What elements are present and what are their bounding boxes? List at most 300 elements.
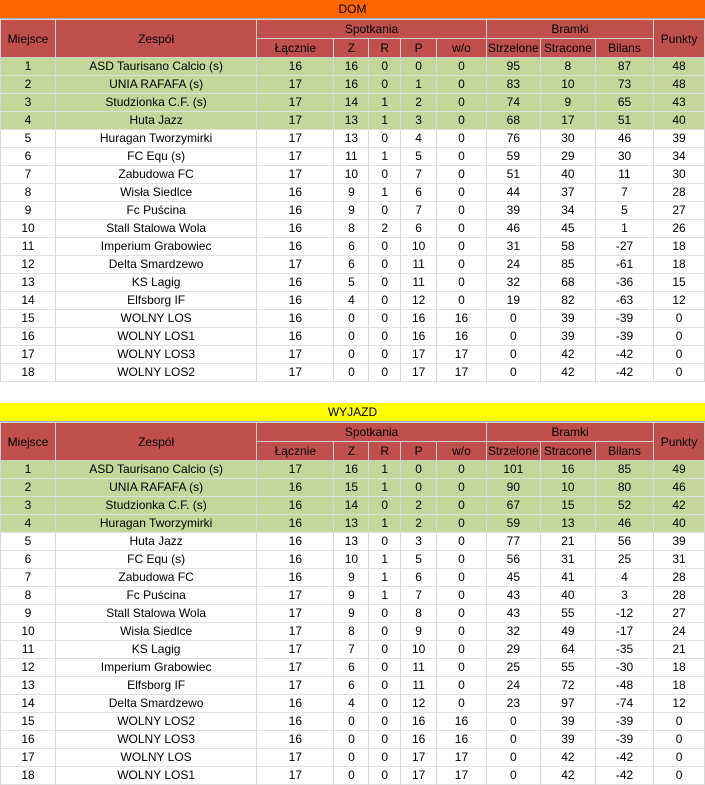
cell-points: 18 (654, 238, 705, 256)
cell-scored: 32 (486, 274, 540, 292)
cell-wins: 4 (334, 695, 369, 713)
cell-conceded: 34 (540, 202, 595, 220)
cell-losses: 0 (401, 461, 437, 479)
table-row (1, 461, 705, 479)
cell-wins: 0 (334, 364, 369, 382)
cell-place: 16 (1, 731, 56, 749)
cell-losses: 0 (401, 479, 437, 497)
table-body (1, 461, 705, 785)
header-balance: Bilans (595, 39, 653, 58)
cell-walkovers: 0 (437, 292, 487, 310)
cell-scored: 51 (486, 166, 540, 184)
header-losses: P (401, 442, 437, 461)
cell-team: Delta Smardzewo (56, 695, 257, 713)
cell-balance: 7 (595, 184, 653, 202)
cell-total: 17 (257, 641, 334, 659)
cell-team: Zabudowa FC (56, 166, 257, 184)
cell-total: 16 (257, 731, 334, 749)
cell-place: 14 (1, 695, 56, 713)
cell-points: 0 (654, 346, 705, 364)
cell-wins: 6 (334, 677, 369, 695)
cell-place: 13 (1, 274, 56, 292)
table-row (1, 58, 705, 76)
cell-scored: 24 (486, 677, 540, 695)
cell-balance: 52 (595, 497, 653, 515)
cell-points: 40 (654, 112, 705, 130)
cell-losses: 7 (401, 166, 437, 184)
cell-balance: 4 (595, 569, 653, 587)
cell-losses: 3 (401, 533, 437, 551)
cell-scored: 0 (486, 328, 540, 346)
cell-losses: 9 (401, 623, 437, 641)
cell-total: 17 (257, 461, 334, 479)
cell-wins: 9 (334, 587, 369, 605)
cell-draws: 1 (369, 569, 401, 587)
cell-walkovers: 0 (437, 256, 487, 274)
cell-wins: 16 (334, 58, 369, 76)
cell-conceded: 30 (540, 130, 595, 148)
header-goals: Bramki (486, 20, 653, 39)
cell-team: Huragan Tworzymirki (56, 130, 257, 148)
cell-draws: 0 (369, 238, 401, 256)
cell-conceded: 58 (540, 238, 595, 256)
cell-conceded: 21 (540, 533, 595, 551)
cell-total: 16 (257, 479, 334, 497)
cell-walkovers: 0 (437, 605, 487, 623)
cell-balance: -36 (595, 274, 653, 292)
cell-losses: 16 (401, 731, 437, 749)
header-goals: Bramki (486, 423, 653, 442)
cell-walkovers: 0 (437, 659, 487, 677)
cell-walkovers: 0 (437, 202, 487, 220)
cell-total: 17 (257, 130, 334, 148)
cell-conceded: 9 (540, 94, 595, 112)
cell-draws: 0 (369, 731, 401, 749)
cell-walkovers: 0 (437, 551, 487, 569)
cell-conceded: 49 (540, 623, 595, 641)
cell-conceded: 85 (540, 256, 595, 274)
cell-team: Stall Stalowa Wola (56, 220, 257, 238)
cell-total: 17 (257, 94, 334, 112)
cell-total: 16 (257, 238, 334, 256)
cell-losses: 7 (401, 202, 437, 220)
cell-conceded: 17 (540, 112, 595, 130)
cell-total: 17 (257, 76, 334, 94)
cell-scored: 43 (486, 605, 540, 623)
cell-balance: -39 (595, 328, 653, 346)
cell-team: WOLNY LOS2 (56, 713, 257, 731)
cell-total: 17 (257, 749, 334, 767)
header-team: Zespół (56, 423, 257, 461)
cell-total: 17 (257, 166, 334, 184)
cell-total: 16 (257, 551, 334, 569)
cell-walkovers: 0 (437, 76, 487, 94)
cell-walkovers: 0 (437, 148, 487, 166)
cell-walkovers: 0 (437, 515, 487, 533)
cell-place: 1 (1, 461, 56, 479)
cell-losses: 11 (401, 256, 437, 274)
cell-points: 18 (654, 677, 705, 695)
cell-balance: 56 (595, 533, 653, 551)
cell-scored: 0 (486, 767, 540, 785)
cell-points: 28 (654, 569, 705, 587)
cell-draws: 0 (369, 166, 401, 184)
cell-scored: 59 (486, 515, 540, 533)
cell-points: 39 (654, 533, 705, 551)
cell-scored: 83 (486, 76, 540, 94)
cell-points: 15 (654, 274, 705, 292)
cell-points: 12 (654, 695, 705, 713)
cell-team: Fc Puścina (56, 202, 257, 220)
cell-balance: 5 (595, 202, 653, 220)
cell-scored: 77 (486, 533, 540, 551)
cell-team: UNIA RAFAFA (s) (56, 479, 257, 497)
cell-points: 0 (654, 767, 705, 785)
table-row (1, 569, 705, 587)
cell-scored: 44 (486, 184, 540, 202)
cell-balance: 87 (595, 58, 653, 76)
cell-draws: 0 (369, 641, 401, 659)
cell-walkovers: 0 (437, 112, 487, 130)
cell-walkovers: 0 (437, 238, 487, 256)
cell-draws: 0 (369, 346, 401, 364)
cell-total: 16 (257, 58, 334, 76)
cell-place: 2 (1, 479, 56, 497)
table-row (1, 767, 705, 785)
cell-scored: 23 (486, 695, 540, 713)
home-section (0, 0, 705, 382)
cell-balance: -35 (595, 641, 653, 659)
cell-draws: 0 (369, 202, 401, 220)
cell-total: 16 (257, 515, 334, 533)
header-draws: R (369, 39, 401, 58)
cell-points: 21 (654, 641, 705, 659)
table-row (1, 184, 705, 202)
cell-balance: -42 (595, 767, 653, 785)
cell-points: 34 (654, 148, 705, 166)
header-points: Punkty (654, 20, 705, 58)
cell-scored: 68 (486, 112, 540, 130)
header-place: Miejsce (1, 20, 56, 58)
table-row (1, 148, 705, 166)
cell-wins: 13 (334, 533, 369, 551)
cell-conceded: 16 (540, 461, 595, 479)
cell-wins: 9 (334, 605, 369, 623)
cell-conceded: 42 (540, 346, 595, 364)
cell-draws: 1 (369, 148, 401, 166)
cell-points: 49 (654, 461, 705, 479)
table-body (1, 58, 705, 382)
cell-wins: 8 (334, 623, 369, 641)
cell-balance: -42 (595, 346, 653, 364)
cell-scored: 0 (486, 364, 540, 382)
cell-total: 16 (257, 695, 334, 713)
cell-conceded: 41 (540, 569, 595, 587)
cell-wins: 13 (334, 515, 369, 533)
cell-team: Studzionka C.F. (s) (56, 497, 257, 515)
cell-conceded: 37 (540, 184, 595, 202)
cell-total: 17 (257, 767, 334, 785)
cell-draws: 1 (369, 587, 401, 605)
cell-draws: 1 (369, 184, 401, 202)
cell-balance: -74 (595, 695, 653, 713)
header-row-top (1, 20, 705, 39)
cell-losses: 16 (401, 328, 437, 346)
cell-points: 18 (654, 659, 705, 677)
standings-table (0, 422, 705, 785)
cell-walkovers: 16 (437, 310, 487, 328)
cell-wins: 0 (334, 713, 369, 731)
cell-walkovers: 0 (437, 695, 487, 713)
cell-draws: 0 (369, 695, 401, 713)
cell-draws: 0 (369, 497, 401, 515)
cell-conceded: 55 (540, 659, 595, 677)
cell-wins: 0 (334, 731, 369, 749)
table-row (1, 220, 705, 238)
cell-losses: 11 (401, 274, 437, 292)
header-balance: Bilans (595, 442, 653, 461)
cell-scored: 46 (486, 220, 540, 238)
cell-conceded: 55 (540, 605, 595, 623)
cell-wins: 11 (334, 148, 369, 166)
cell-balance: 25 (595, 551, 653, 569)
cell-losses: 11 (401, 659, 437, 677)
cell-draws: 1 (369, 551, 401, 569)
cell-team: Studzionka C.F. (s) (56, 94, 257, 112)
header-matches: Spotkania (257, 20, 487, 39)
section-title: DOM (0, 0, 705, 19)
cell-balance: -17 (595, 623, 653, 641)
cell-losses: 7 (401, 587, 437, 605)
cell-conceded: 13 (540, 515, 595, 533)
table-row (1, 94, 705, 112)
cell-place: 6 (1, 551, 56, 569)
cell-place: 11 (1, 641, 56, 659)
cell-losses: 1 (401, 76, 437, 94)
cell-points: 28 (654, 184, 705, 202)
cell-total: 16 (257, 713, 334, 731)
header-row-top (1, 423, 705, 442)
cell-total: 16 (257, 533, 334, 551)
cell-draws: 0 (369, 364, 401, 382)
cell-wins: 6 (334, 659, 369, 677)
cell-conceded: 10 (540, 479, 595, 497)
cell-team: FC Equ (s) (56, 551, 257, 569)
cell-points: 43 (654, 94, 705, 112)
table-row (1, 731, 705, 749)
table-row (1, 695, 705, 713)
cell-balance: -42 (595, 364, 653, 382)
cell-wins: 0 (334, 328, 369, 346)
cell-total: 17 (257, 659, 334, 677)
cell-wins: 8 (334, 220, 369, 238)
cell-place: 18 (1, 767, 56, 785)
cell-points: 27 (654, 605, 705, 623)
cell-scored: 39 (486, 202, 540, 220)
cell-total: 17 (257, 148, 334, 166)
cell-walkovers: 16 (437, 731, 487, 749)
cell-scored: 0 (486, 749, 540, 767)
cell-conceded: 39 (540, 328, 595, 346)
cell-walkovers: 0 (437, 166, 487, 184)
cell-draws: 0 (369, 58, 401, 76)
cell-walkovers: 17 (437, 364, 487, 382)
header-walkovers: w/o (437, 39, 487, 58)
cell-total: 16 (257, 274, 334, 292)
cell-place: 5 (1, 130, 56, 148)
cell-draws: 0 (369, 256, 401, 274)
cell-team: ASD Taurisano Calcio (s) (56, 461, 257, 479)
table-row (1, 274, 705, 292)
table-row (1, 238, 705, 256)
cell-place: 17 (1, 749, 56, 767)
cell-team: Wisła Siedlce (56, 623, 257, 641)
cell-place: 7 (1, 166, 56, 184)
cell-scored: 43 (486, 587, 540, 605)
cell-total: 17 (257, 364, 334, 382)
cell-points: 46 (654, 479, 705, 497)
cell-team: KS Lagig (56, 274, 257, 292)
table-row (1, 587, 705, 605)
cell-total: 17 (257, 346, 334, 364)
section-gap (0, 382, 705, 403)
cell-draws: 1 (369, 461, 401, 479)
cell-walkovers: 16 (437, 328, 487, 346)
cell-points: 42 (654, 497, 705, 515)
cell-balance: -39 (595, 310, 653, 328)
cell-losses: 12 (401, 292, 437, 310)
cell-wins: 0 (334, 346, 369, 364)
table-row (1, 641, 705, 659)
cell-points: 0 (654, 731, 705, 749)
cell-losses: 6 (401, 569, 437, 587)
cell-team: Delta Smardzewo (56, 256, 257, 274)
cell-place: 18 (1, 364, 56, 382)
cell-place: 17 (1, 346, 56, 364)
cell-place: 8 (1, 587, 56, 605)
cell-balance: -63 (595, 292, 653, 310)
cell-conceded: 10 (540, 76, 595, 94)
table-row (1, 533, 705, 551)
cell-place: 9 (1, 202, 56, 220)
table-row (1, 749, 705, 767)
cell-place: 16 (1, 328, 56, 346)
cell-total: 16 (257, 202, 334, 220)
table-row (1, 497, 705, 515)
cell-losses: 6 (401, 220, 437, 238)
cell-walkovers: 0 (437, 641, 487, 659)
cell-wins: 0 (334, 310, 369, 328)
cell-total: 17 (257, 112, 334, 130)
cell-losses: 10 (401, 238, 437, 256)
cell-points: 48 (654, 76, 705, 94)
cell-balance: -61 (595, 256, 653, 274)
header-conceded: Stracone (540, 39, 595, 58)
cell-conceded: 42 (540, 364, 595, 382)
cell-wins: 14 (334, 497, 369, 515)
cell-losses: 6 (401, 184, 437, 202)
cell-scored: 24 (486, 256, 540, 274)
cell-place: 8 (1, 184, 56, 202)
cell-draws: 2 (369, 220, 401, 238)
cell-total: 17 (257, 256, 334, 274)
cell-place: 6 (1, 148, 56, 166)
cell-walkovers: 0 (437, 623, 487, 641)
cell-balance: 30 (595, 148, 653, 166)
cell-losses: 5 (401, 148, 437, 166)
cell-total: 17 (257, 677, 334, 695)
cell-balance: 65 (595, 94, 653, 112)
cell-team: Stall Stalowa Wola (56, 605, 257, 623)
table-row (1, 166, 705, 184)
table-row (1, 623, 705, 641)
cell-scored: 67 (486, 497, 540, 515)
cell-team: WOLNY LOS3 (56, 731, 257, 749)
cell-scored: 0 (486, 310, 540, 328)
cell-balance: -42 (595, 749, 653, 767)
cell-team: Elfsborg IF (56, 292, 257, 310)
cell-conceded: 39 (540, 310, 595, 328)
cell-place: 2 (1, 76, 56, 94)
cell-draws: 0 (369, 533, 401, 551)
cell-losses: 2 (401, 515, 437, 533)
header-place: Miejsce (1, 423, 56, 461)
cell-walkovers: 0 (437, 184, 487, 202)
cell-points: 27 (654, 202, 705, 220)
cell-walkovers: 0 (437, 274, 487, 292)
cell-points: 0 (654, 310, 705, 328)
cell-walkovers: 17 (437, 346, 487, 364)
cell-wins: 9 (334, 184, 369, 202)
cell-conceded: 8 (540, 58, 595, 76)
cell-place: 11 (1, 238, 56, 256)
cell-place: 12 (1, 659, 56, 677)
cell-total: 16 (257, 497, 334, 515)
table-row (1, 605, 705, 623)
cell-draws: 1 (369, 515, 401, 533)
cell-team: WOLNY LOS2 (56, 364, 257, 382)
cell-draws: 0 (369, 310, 401, 328)
cell-scored: 74 (486, 94, 540, 112)
cell-conceded: 64 (540, 641, 595, 659)
cell-place: 4 (1, 112, 56, 130)
cell-conceded: 68 (540, 274, 595, 292)
cell-draws: 0 (369, 76, 401, 94)
cell-team: FC Equ (s) (56, 148, 257, 166)
standings-table (0, 19, 705, 382)
header-walkovers: w/o (437, 442, 487, 461)
header-matches: Spotkania (257, 423, 487, 442)
cell-draws: 0 (369, 274, 401, 292)
cell-conceded: 97 (540, 695, 595, 713)
cell-conceded: 40 (540, 166, 595, 184)
cell-wins: 0 (334, 749, 369, 767)
cell-draws: 0 (369, 677, 401, 695)
table-header (1, 423, 705, 461)
cell-scored: 19 (486, 292, 540, 310)
cell-balance: 46 (595, 130, 653, 148)
cell-losses: 17 (401, 346, 437, 364)
cell-place: 7 (1, 569, 56, 587)
cell-wins: 10 (334, 166, 369, 184)
cell-total: 16 (257, 310, 334, 328)
cell-wins: 4 (334, 292, 369, 310)
cell-total: 16 (257, 184, 334, 202)
header-points: Punkty (654, 423, 705, 461)
cell-walkovers: 0 (437, 497, 487, 515)
cell-scored: 56 (486, 551, 540, 569)
cell-walkovers: 17 (437, 749, 487, 767)
